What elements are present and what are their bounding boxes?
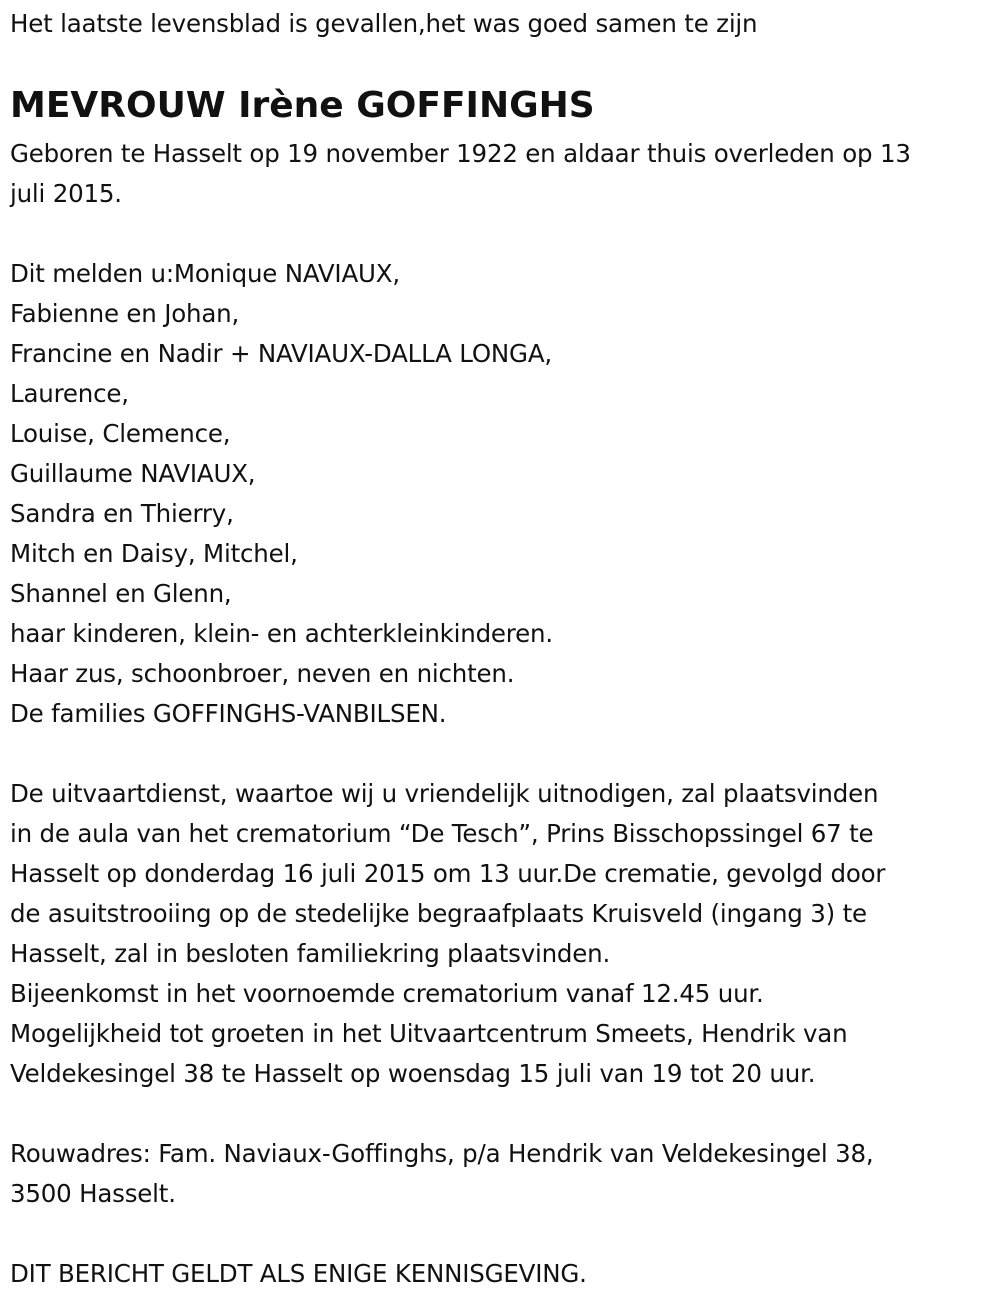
service-line: Hasselt, zal in besloten familiekring plaatsvinden. xyxy=(10,939,611,968)
announcer-line: Haar zus, schoonbroer, neven en nichten. xyxy=(10,659,515,688)
official-notice: DIT BERICHT GELDT ALS ENIGE KENNISGEVING. xyxy=(10,1259,587,1288)
birth-death-section xyxy=(10,134,911,214)
service-line: de asuitstrooiing op de stedelijke begraafplaats Kruisveld (ingang 3) te xyxy=(10,899,867,928)
announcer-line: Shannel en Glenn, xyxy=(10,579,232,608)
address-line: 3500 Hasselt. xyxy=(10,1179,176,1208)
service-line: Bijeenkomst in het voornoemde crematorium vanaf 12.45 uur. xyxy=(10,979,764,1008)
address-line: Rouwadres: Fam. Naviaux-Goffinghs, p/a Hendrik van Veldekesingel 38, xyxy=(10,1139,874,1168)
birth-line: juli 2015. xyxy=(10,179,122,208)
announcer-line: haar kinderen, klein- en achterkleinkinderen. xyxy=(10,619,553,648)
announcer-line: Laurence, xyxy=(10,379,129,408)
announcer-line: Louise, Clemence, xyxy=(10,419,231,448)
service-line: Hasselt op donderdag 16 juli 2015 om 13 uur.De crematie, gevolgd door xyxy=(10,859,886,888)
announcer-line: Dit melden u:Monique NAVIAUX, xyxy=(10,259,400,288)
intro-text: Het laatste levensblad is gevallen,het was goed samen te zijn xyxy=(10,9,758,38)
announcer-line: Guillaume NAVIAUX, xyxy=(10,459,256,488)
notice-section xyxy=(10,1254,587,1294)
announcers-section xyxy=(10,254,553,734)
funeral-service-section xyxy=(10,774,885,1094)
service-line: in de aula van het crematorium “De Tesch”, Prins Bisschopssingel 67 te xyxy=(10,819,874,848)
service-line: Mogelijkheid tot groeten in het Uitvaartcentrum Smeets, Hendrik van xyxy=(10,1019,848,1048)
announcer-line: Mitch en Daisy, Mitchel, xyxy=(10,539,298,568)
mourning-address-section xyxy=(10,1134,873,1214)
announcer-line: Francine en Nadir + NAVIAUX-DALLA LONGA, xyxy=(10,339,552,368)
service-line: Veldekesingel 38 te Hasselt op woensdag 15 juli van 19 tot 20 uur. xyxy=(10,1059,816,1088)
service-line: De uitvaartdienst, waartoe wij u vriendelijk uitnodigen, zal plaatsvinden xyxy=(10,779,879,808)
announcer-line: Sandra en Thierry, xyxy=(10,499,234,528)
announcer-line: Fabienne en Johan, xyxy=(10,299,240,328)
announcer-line: De families GOFFINGHS-VANBILSEN. xyxy=(10,699,447,728)
birth-line: Geboren te Hasselt op 19 november 1922 en aldaar thuis overleden op 13 xyxy=(10,139,911,168)
deceased-name-title: MEVROUW Irène GOFFINGHS xyxy=(10,85,595,126)
